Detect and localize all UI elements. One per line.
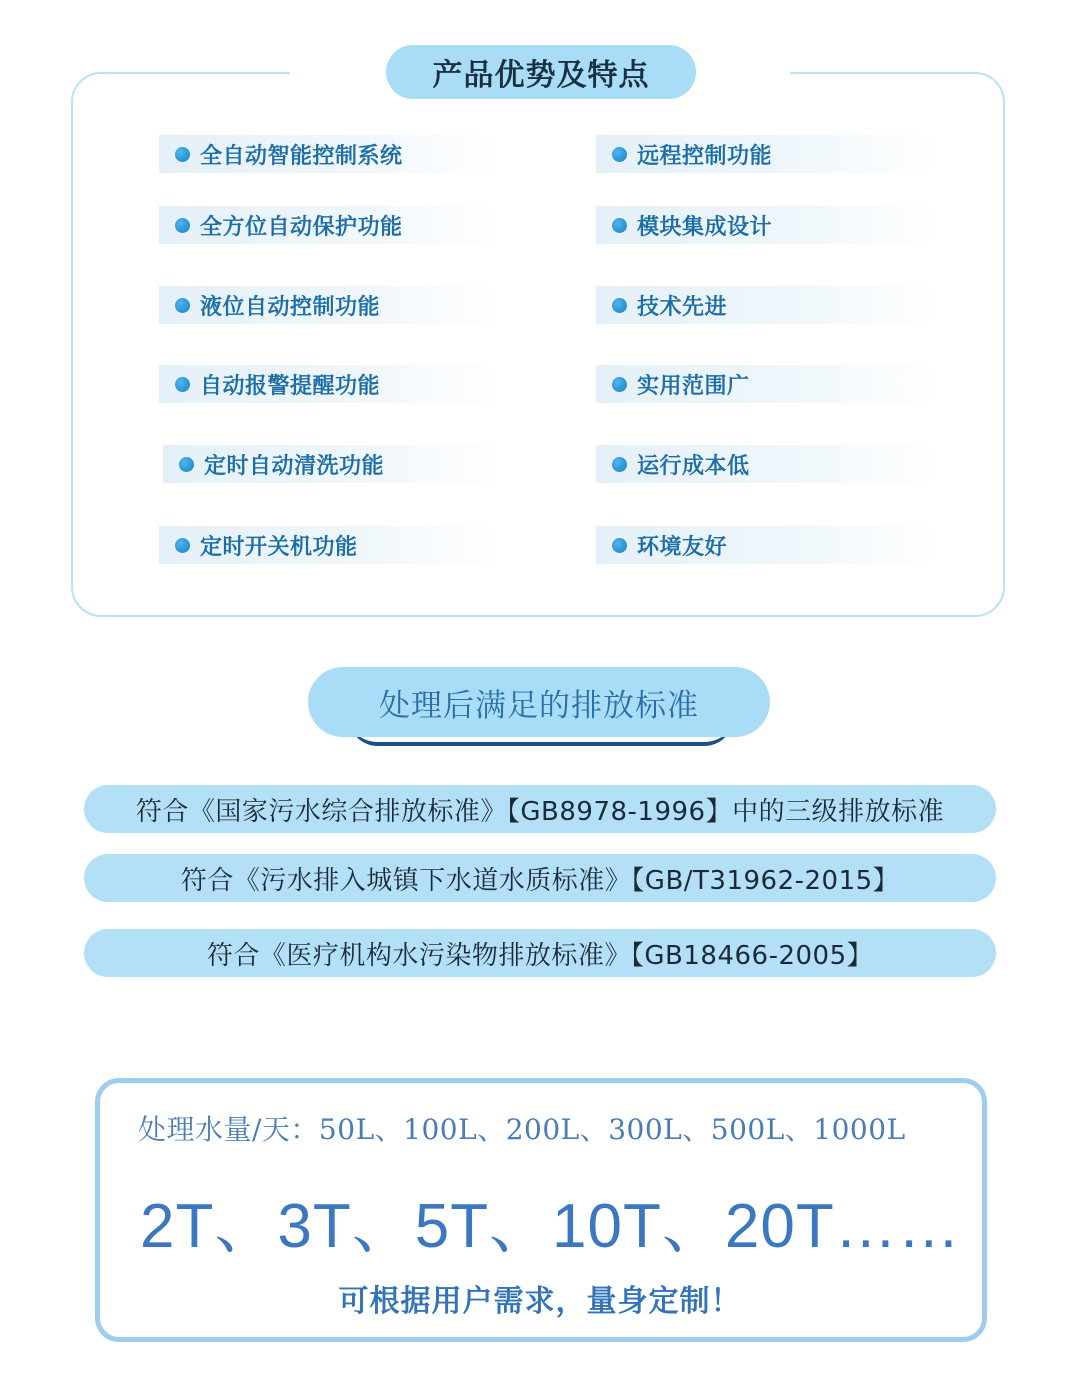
feature-label: 运行成本低 <box>637 453 750 479</box>
feature-label: 模块集成设计 <box>637 214 773 240</box>
feature-item <box>596 135 936 173</box>
capacity-tons: 2T、3T、5T、10T、20T…… <box>140 1192 961 1261</box>
customization-note: 可根据用户需求，量身定制！ <box>338 1284 742 1319</box>
feature-item <box>163 445 503 483</box>
feature-item <box>596 206 936 244</box>
capacity-liters: 处理水量/天：50L、100L、200L、300L、500L、1000L <box>138 1113 906 1146</box>
standard-item: 符合《医疗机构水污染物排放标准》【GB18466-2005】 <box>84 929 996 977</box>
feature-label: 环境友好 <box>637 534 728 560</box>
feature-item <box>596 526 936 564</box>
feature-label: 自动报警提醒功能 <box>200 373 381 399</box>
feature-item <box>596 365 936 403</box>
feature-label: 全方位自动保护功能 <box>200 214 403 240</box>
title-gap-right <box>696 66 790 78</box>
feature-label: 技术先进 <box>637 294 728 320</box>
bullet-icon <box>612 218 627 233</box>
feature-label: 液位自动控制功能 <box>200 294 381 320</box>
bullet-icon <box>612 538 627 553</box>
feature-item <box>159 206 499 244</box>
bullet-icon <box>612 457 627 472</box>
feature-item <box>596 286 936 324</box>
feature-label: 定时开关机功能 <box>200 534 358 560</box>
feature-item <box>159 135 499 173</box>
feature-label: 远程控制功能 <box>637 143 773 169</box>
bullet-icon <box>612 298 627 313</box>
bullet-icon <box>179 457 194 472</box>
bullet-icon <box>175 147 190 162</box>
bullet-icon <box>175 377 190 392</box>
bullet-icon <box>175 538 190 553</box>
standard-item: 符合《国家污水综合排放标准》【GB8978-1996】中的三级排放标准 <box>84 785 996 833</box>
standards-title: 处理后满足的排放标准 <box>308 667 770 737</box>
feature-item <box>159 365 499 403</box>
bullet-icon <box>175 298 190 313</box>
feature-item <box>159 526 499 564</box>
bullet-icon <box>612 377 627 392</box>
feature-label: 实用范围广 <box>637 373 750 399</box>
advantages-title: 产品优势及特点 <box>386 45 696 99</box>
standard-item: 符合《污水排入城镇下水道水质标准》【GB/T31962-2015】 <box>84 854 996 902</box>
feature-item <box>596 445 936 483</box>
bullet-icon <box>612 147 627 162</box>
bullet-icon <box>175 218 190 233</box>
feature-label: 定时自动清洗功能 <box>204 453 385 479</box>
feature-item <box>159 286 499 324</box>
title-gap-left <box>290 66 386 78</box>
feature-label: 全自动智能控制系统 <box>200 143 403 169</box>
